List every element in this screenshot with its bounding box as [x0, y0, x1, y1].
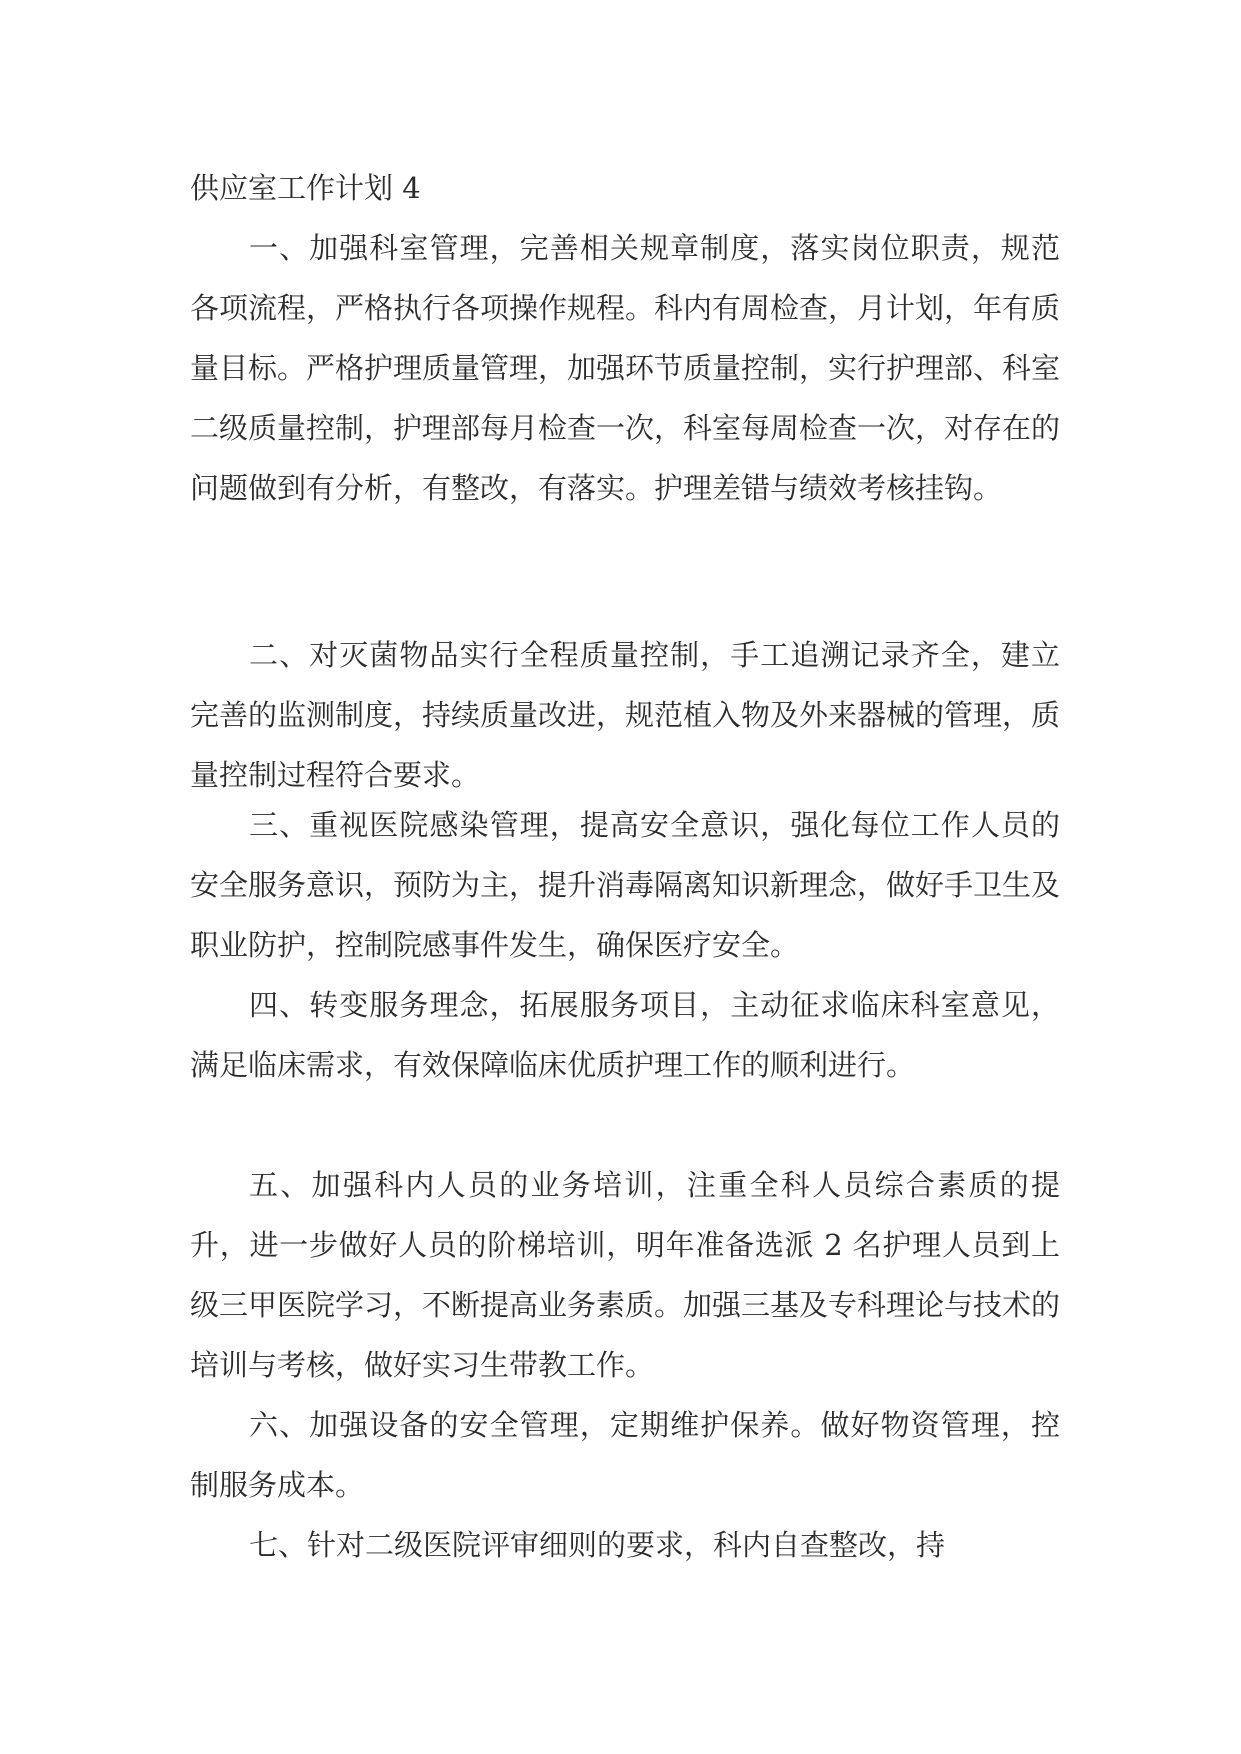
paragraph-4: 四、转变服务理念，拓展服务项目，主动征求临床科室意见，满足临床需求，有效保障临床优质护理工作的顺利进行。 — [190, 988, 1060, 1082]
paragraph-5: 五、加强科内人员的业务培训，注重全科人员综合素质的提升，进一步做好人员的阶梯培训，明年准备选派 2 名护理人员到上级三甲医院学习，不断提高业务素质。加强三基及专科理论与技术的培训与考核，做好实习生带教工作。 — [190, 1168, 1061, 1382]
paragraph-1: 一、加强科室管理，完善相关规章制度，落实岗位职责，规范各项流程，严格执行各项操作规程。科内有周检查，月计划，年有质量目标。严格护理质量管理，加强环节质量控制，实行护理部、科室二级质量控制，护理部每月检查一次，科室每周检查一次，对存在的问题做到有分析，有整改，有落实。护理差错与绩效考核挂钩。 — [190, 231, 1061, 505]
paragraph-6: 六、加强设备的安全管理，定期维护保养。做好物资管理，控制服务成本。 — [190, 1408, 1060, 1502]
paragraph-2: 二、对灭菌物品实行全程质量控制，手工追溯记录齐全，建立完善的监测制度，持续质量改进，规范植入物及外来器械的管理，质量控制过程符合要求。 — [190, 638, 1061, 792]
paragraph-7: 七、针对二级医院评审细则的要求，科内自查整改，持 — [249, 1528, 946, 1562]
paragraph-3: 三、重视医院感染管理，提高安全意识，强化每位工作人员的安全服务意识，预防为主，提升消毒隔离知识新理念，做好手卫生及职业防护，控制院感事件发生，确保医疗安全。 — [190, 808, 1061, 962]
document-title: 供应室工作计划 4 — [190, 171, 421, 205]
